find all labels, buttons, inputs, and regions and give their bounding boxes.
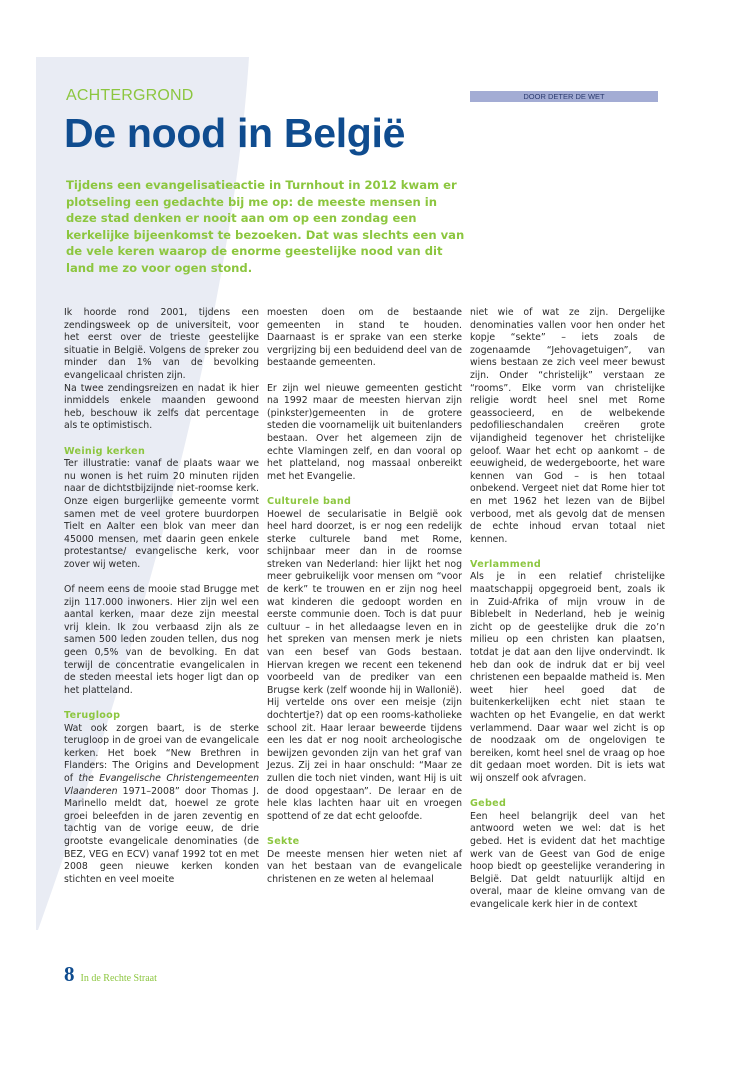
subheading-culturele-band: Culturele band [267, 495, 352, 507]
subheading-terugloop: Terugloop [64, 710, 121, 721]
text-run: 1971–2008” door Thomas J. Marinello meldt dat, hoewel ze grote groei beleefden in de jaren zeventig en tachtig van de vorige eeuw, de drie grootste evangelicale denominaties (de BEZ, VEG en ECV) vanaf 1992 tot en met 2008 geen nieuwe kerken konden stichten en veel moeite [64, 785, 259, 885]
text-run: Wat ook zorgen baart, is de sterke terugloop in de groei van de evangelicale kerken. Het boek “New Brethren in Flanders: The Origins and Development of [64, 722, 259, 784]
book-title-italic: the Evangelische Christengemeenten Vlaanderen [64, 772, 259, 797]
paragraph: Er zijn wel nieuwe gemeenten gesticht na 1992 maar de meesten hiervan zijn (pinkster)gemeenten in de grotere steden die voornamelijk uit buitenlanders bestaan. Over het algemeen zijn de echte Vlamingen zelf, en dan vooral op het platteland, nog massaal onbereikt met het Evangelie. [267, 382, 462, 482]
paragraph: niet wie of wat ze zijn. Dergelijke denominaties vallen voor hen onder het kopje “sekte” – iets zoals de zogenaamde “Jehovagetuigen”, van wiens bestaan ze zich veel meer bewust zijn. Onder “christelijk” verstaan ze “rooms”. Elke vorm van christelijke religie wordt heel snel met Rome geassocieerd, en de welbekende pedofilieschandalen creëren grote vijandigheid tegenover het christelijke geloof. Waar het echt op aankomt – de eeuwigheid, de wedergeboorte, het ware kennen van God – is hen totaal onbekend. Vergeet niet dat Rome hier tot en met 1962 het lezen van de Bijbel verbood, met als gevolg dat de mensen de echte inhoud ervan totaal niet kennen. [470, 307, 665, 545]
page-footer [64, 962, 157, 987]
paragraph: Als je in een relatief christelijke maatschappij opgegroeid bent, zoals ik in Zuid-Afrika of mijn vrouw in de Biblebelt in Nederland, heb je weinig zicht op de geestelijke druk die zo’n milieu op een christen kan plaatsen, totdat je dat aan den lijve ondervindt. Ik heb dan ook de indruk dat er bij veel christenen een bepaalde matheid is. Men weet hier heel goed dat de buitenkerkelijken echt niet staan te wachten op het Evangelie, en dat werkt verlammend. Daar waar wel zicht is op de noodzaak om de ongelovigen te bereiken, komt heel snel de vraag op hoe dit gedaan moet worden. Dit is iets wat wij onszelf ook afvragen. [470, 571, 665, 784]
article-intro: Tijdens een evangelisatieactie in Turnhout in 2012 kwam er plotseling een gedachte bij me op: de meeste mensen in deze stad denken er nooit aan om op een zondag een kerkelijke bijeenkomst te bezoeken. Dat was slechts een van de vele keren waarop de enorme geestelijke nood van dit land me zo voor ogen stond. [66, 178, 465, 275]
paragraph: Of neem eens de mooie stad Brugge met zijn 117.000 inwoners. Hier zijn wel een aantal kerken, maar deze zijn meestal vrij klein. Ik zou verbaasd zijn als ze samen 500 leden zouden tellen, dus nog geen 0,5% van de bevolking. En dat terwijl de concentratie evangelicalen in de steden meestal iets hoger ligt dan op het platteland. [64, 584, 259, 696]
magazine-name: In de Rechte Straat [80, 973, 157, 984]
paragraph [64, 723, 259, 887]
text-column-2 [267, 307, 462, 886]
paragraph: Ter illustratie: vanaf de plaats waar we nu wonen is het ruim 20 minuten rijden naar de dichtstbijzijnde niet-roomse kerk. Onze eigen burgerlijke gemeente vormt samen met de veel grotere buurdorpen Tielt en Aalter een blok van meer dan 45000 mensen, met daarin geen enkele protestantse/ evangelische kerk, voor zover wij weten. [64, 458, 259, 570]
author-byline: DOOR DETER DE WET [470, 91, 658, 102]
subheading-sekte: Sekte [267, 835, 300, 847]
paragraph: Na twee zendingsreizen en nadat ik hier inmiddels enkele maanden gewoond heb, beschouw ik zelfs dat percentage als te optimistisch. [64, 382, 259, 432]
subheading-weinig-kerken: Weinig kerken [64, 445, 146, 457]
section-label: ACHTERGROND [66, 87, 194, 104]
article-title: De nood in België [64, 110, 406, 156]
paragraph: moesten doen om de bestaande gemeenten in stand te houden. Daarnaast is er sprake van een sterke vergrijzing bij een beduidend deel van de bestaande gemeenten. [267, 307, 462, 369]
page-number: 8 [64, 962, 75, 986]
subheading-gebed: Gebed [470, 798, 507, 810]
text-column-3 [470, 307, 665, 912]
paragraph: Hoewel de secularisatie in België ook heel hard doorzet, is er nog een redelijk sterke culturele band met Rome, schijnbaar meer dan in de roomse streken van Nederland: hier lijkt het nog meer gebruikelijk voor mensen om “voor de kerk” te trouwen en er zijn nog heel wat kinderen die gedoopt worden en eerste communie doen. Toch is dat puur cultuur – in het alledaagse leven en in het spreken van mensen merk je niets van een besef van Gods bestaan. Hiervan kregen we recent een tekenend voorbeeld van de prediker van een Brugse kerk (zelf woonde hij in Wallonië). Hij vertelde ons over een meisje (zijn dochtertje?) dat op een rooms-katholieke school zit. Haar leraar beweerde tijdens een les dat er nog nooit archeologische bewijzen gevonden zijn van het graf van Jezus. Zij zei in haar onschuld: “Maar ze zullen die toch niet vinden, want Hij is uit de dood opgestaan”. De leraar en de hele klas lachten haar uit en vroegen spottend of ze dat echt geloofde. [267, 508, 462, 822]
paragraph: De meeste mensen hier weten niet af van het bestaan van de evangelicale christenen en ze weten al helemaal [267, 848, 462, 885]
paragraph: Ik hoorde rond 2001, tijdens een zendingsweek op de universiteit, voor het eerst over de trieste geestelijke situatie in België. Volgens de spreker zou minder dan 1% van de bevolking evangelicaal christen zijn. [64, 307, 259, 381]
paragraph: Een heel belangrijk deel van het antwoord weten we wel: dat is het gebed. Het is evident dat het machtige werk van de Geest van God de enige hoop biedt op geestelijke verandering in België. Dat geldt natuurlijk altijd en overal, maar de kleine omvang van de evangelicale kerk hier in de context [470, 810, 665, 910]
text-column-1 [64, 307, 259, 886]
subheading-verlammend: Verlammend [470, 558, 542, 570]
